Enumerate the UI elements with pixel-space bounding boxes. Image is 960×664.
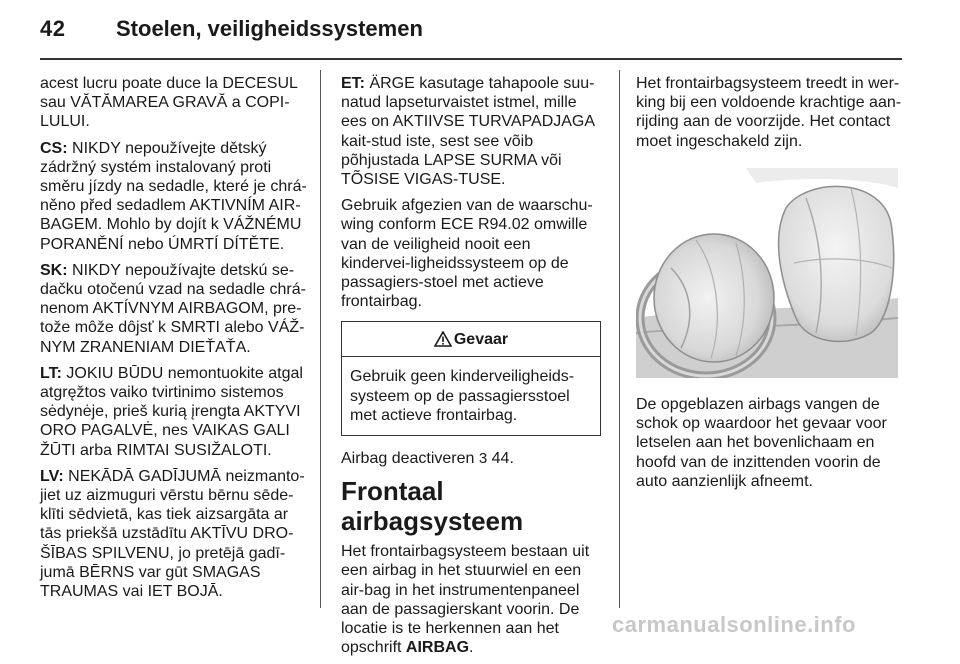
- text-sk: NIKDY nepoužívajte detskú se-dačku otočenú vzad na sedadle chrá-nenom AKTÍVNYM AIRBAGOM, pre-tože môže dôjsť k SMRTI alebo VÁŽ-NYM ZRANENIAM DIEŤAŤA.: [40, 261, 306, 356]
- paragraph-nl: Gebruik afgezien van de waarschu-wing conform ECE R94.02 omwille van de veiligheid nooit een kindervei-ligheidssysteem op de passagiers-stoel met actieve frontairbag.: [341, 197, 593, 311]
- paragraph-lv: [40, 467, 308, 601]
- warning-header: [342, 322, 600, 357]
- text-cs: NIKDY nepoužívejte dětský zádržný systém instalovaný proti směru jízdy na sedadle, které je chrá-něno před sedadlem AKTIVNÍM AIR-BAGEM. Mohlo by dojít k VÁŽNÉMU PORANĚNÍ nebo ÚMRTÍ DÍTĚTE.: [40, 139, 307, 253]
- figure-caption: De opgeblazen airbags vangen de schok op waardoor het gevaar voor letselen aan het bovenlichaam en hoofd van de inzittenden voorin de auto aanzienlijk afneemt.: [636, 396, 887, 490]
- warning-title: Gevaar: [453, 330, 509, 348]
- paragraph-et: [341, 74, 603, 189]
- column-left: [40, 74, 308, 608]
- section-text: Het frontairbagsysteem bestaan uit een airbag in het stuurwiel en een air-bag in het instrumentenpaneel aan de passagierskant voorin. De locatie is te herkennen aan het opschrift: [341, 543, 590, 657]
- lang-label-cs: CS:: [40, 139, 68, 157]
- paragraph-lt: [40, 364, 308, 460]
- lang-label-lv: LV:: [40, 467, 64, 485]
- watermark: carmanualsonline.info: [612, 612, 856, 637]
- section-title: Frontaal airbagsysteem: [341, 476, 524, 537]
- text-et: ÄRGE kasutage tahapoole suu-natud lapseturvaistet istmel, mille ees on AKTIIVSE TURVAPADJAGA kait-stud iste, sest see võib põhjustada LAPSE SURMA või TÕSISE VIGAS-TUSE.: [341, 75, 595, 189]
- warning-box: [341, 321, 601, 436]
- column-divider: [320, 70, 321, 608]
- column-middle: [341, 74, 603, 664]
- page-ref-arrow-icon: 3: [478, 450, 488, 468]
- lang-label-et: ET:: [341, 75, 365, 92]
- deactivate-text: Airbag deactiveren: [341, 450, 479, 468]
- airbag-suffix: .: [469, 639, 474, 657]
- paragraph-intro: Het frontairbagsysteem treedt in wer-king bij een voldoende krachtige aan-rijding aan de voorzijde. Het contact moet ingeschakeld zijn.: [636, 75, 902, 150]
- deactivate-page: 44.: [487, 450, 514, 468]
- paragraph-cs: [40, 139, 308, 254]
- page-number: 42: [40, 16, 66, 41]
- paragraph-sk: [40, 261, 308, 357]
- text-lv: NEKĀDĀ GADĪJUMĀ neizmanto-jiet uz aizmuguri vērstu bērnu sēde-klīti sēdvietā, kas tiek aizsargāta ar tās priekšā uzstādītu AKTĪVU DRO-ŠĪBAS SPILVENU, jo pretējā gadī-jumā BĒRNS var gūt SMAGAS TRAUMAS vai IET BOJĀ.: [40, 467, 305, 601]
- warning-body: Gebruik geen kinderveiligheids-systeem op de passagiersstoel met actieve frontairbag.: [350, 368, 575, 424]
- airbag-illustration: [636, 168, 898, 378]
- header-divider: [40, 58, 902, 60]
- airbag-label: AIRBAG: [405, 639, 470, 657]
- paragraph-deactivate: [341, 449, 603, 468]
- text-lt: JOKIU BŪDU nemontuokite atgal atgręžtos vaiko tvirtinimo sistemos sėdynėje, prieš kurią įrengta AKTYVI ORO PAGALVĖ, nes VAIKAS GALI ŽŪTI arba RIMTAI SUSIŽALOTI.: [40, 364, 303, 459]
- lang-label-sk: SK:: [40, 261, 68, 279]
- column-right: [636, 74, 906, 498]
- page-header: [40, 16, 930, 56]
- paragraph-ro: acest lucru poate duce la DECESUL sau VĂTĂMAREA GRAVĂ a COPI-LULUI.: [40, 75, 298, 131]
- column-divider: [619, 70, 620, 608]
- page-title: Stoelen, veiligheidssystemen: [116, 16, 423, 41]
- paragraph-section: [341, 542, 603, 657]
- warning-triangle-icon: [434, 331, 452, 347]
- lang-label-lt: LT:: [40, 364, 62, 382]
